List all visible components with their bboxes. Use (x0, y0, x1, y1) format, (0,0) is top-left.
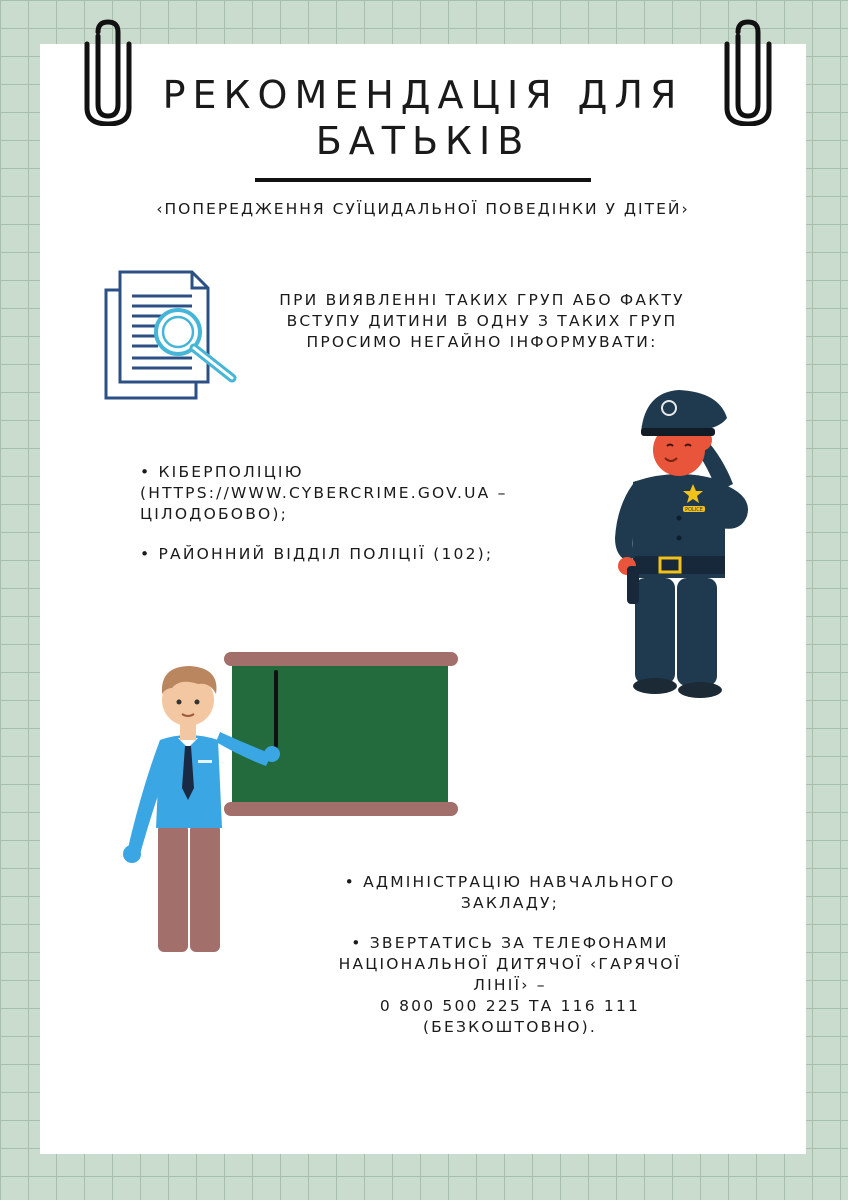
title-underline (255, 178, 591, 182)
list-item-line: (БЕЗКОШТОВНО). (422, 1018, 598, 1036)
intro-line: ПРОСИМО НЕГАЙНО ІНФОРМУВАТИ: (306, 333, 658, 351)
list-item-cyberpolice (140, 462, 600, 525)
list-item-line: ЛІНІЇ› – (473, 976, 547, 994)
document-search-icon (100, 266, 245, 406)
list-item-line: • АДМІНІСТРАЦІЮ НАВЧАЛЬНОГО (344, 873, 676, 891)
intro-line: ПРИ ВИЯВЛЕННІ ТАКИХ ГРУП АБО ФАКТУ (279, 291, 685, 309)
police-officer-illustration (605, 388, 755, 706)
list-item-line: • ЗВЕРТАТИСЬ ЗА ТЕЛЕФОНАМИ (351, 934, 669, 952)
title-line: РЕКОМЕНДАЦІЯ ДЛЯ (162, 73, 684, 117)
title-line: БАТЬКІВ (315, 119, 531, 163)
police-badge-text: POLICE (685, 507, 703, 513)
list-item-district-police (140, 544, 600, 565)
list-item-line: ЗАКЛАДУ; (460, 894, 560, 912)
cybercrime-link-text: (HTTPS://WWW.CYBERCRIME.GOV.UA – (140, 484, 508, 502)
page-title (40, 72, 806, 164)
list-item-line: ЦІЛОДОБОВО); (140, 505, 289, 523)
page-subtitle: ‹ПОПЕРЕДЖЕННЯ СУЇЦИДАЛЬНОЇ ПОВЕДІНКИ У ДІТЕЙ› (156, 200, 690, 218)
list-item-line: НАЦІОНАЛЬНОЇ ДИТЯЧОЇ ‹ГАРЯЧОЇ (338, 955, 682, 973)
list-item-school-administration (290, 872, 730, 914)
hotline-phone-numbers: 0 800 500 225 ТА 116 111 (379, 997, 641, 1015)
intro-line: ВСТУПУ ДИТИНИ В ОДНУ З ТАКИХ ГРУП (286, 312, 678, 330)
list-item-line: • КІБЕРПОЛІЦІЮ (140, 463, 304, 481)
contact-list-school-hotline (290, 872, 730, 1057)
list-item-line: • РАЙОННИЙ ВІДДІЛ ПОЛІЦІЇ (102); (140, 545, 494, 563)
list-item-hotline (290, 933, 730, 1038)
contact-list-police (140, 462, 600, 584)
intro-paragraph (232, 290, 732, 353)
